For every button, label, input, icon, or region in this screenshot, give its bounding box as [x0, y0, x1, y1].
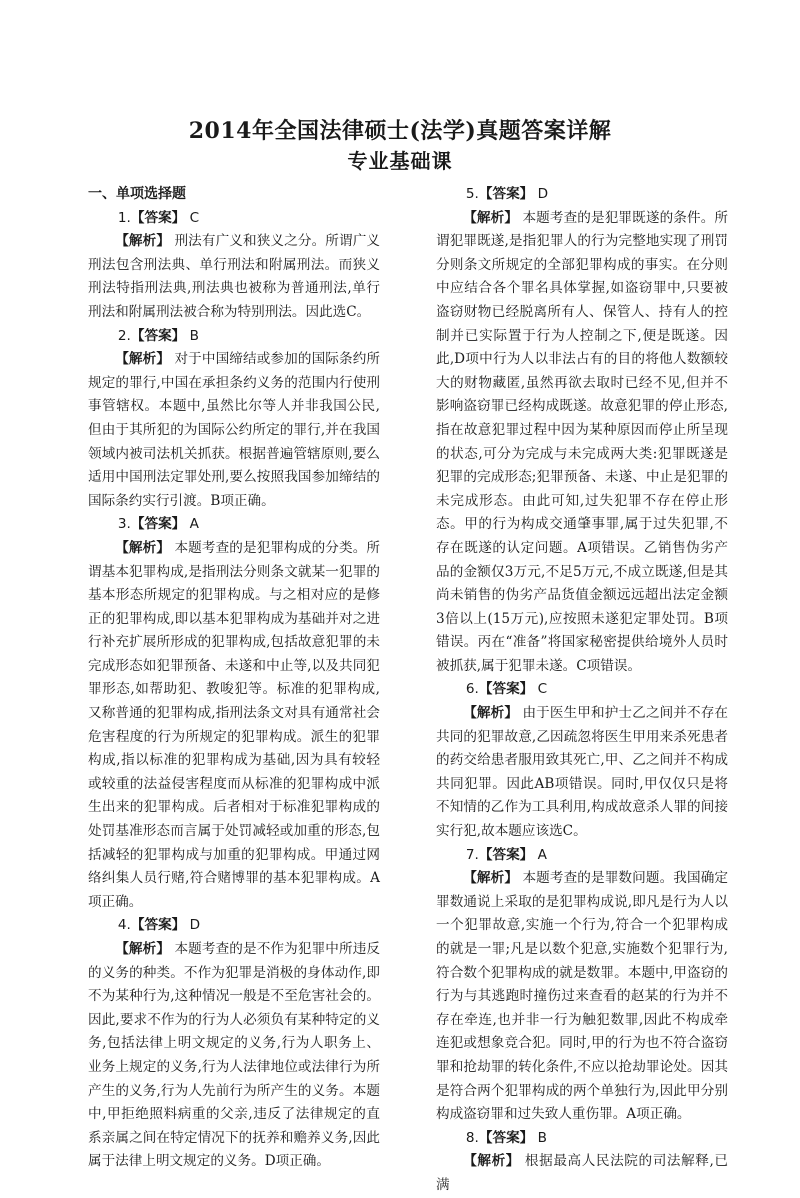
- answer-line-6: [436, 678, 728, 702]
- analysis-paragraph-6: [436, 702, 728, 844]
- answer-line-3: [88, 513, 380, 537]
- analysis-label: 【解析】: [115, 351, 171, 368]
- answer-value: D: [537, 186, 549, 202]
- answer-label: 【答案】: [478, 186, 534, 202]
- analysis-label: 【解析】: [463, 1153, 520, 1170]
- analysis-label: 【解析】: [463, 209, 519, 226]
- analysis-label: 【解析】: [463, 870, 519, 887]
- answer-value: C: [537, 681, 548, 698]
- analysis-text: 对于中国缔结或参加的国际条约所规定的罪行,中国在承担条约义务的范围内行使刑事管辖权。本题中,虽然比尔等人并非我国公民,但由于其所犯的为国际公约所定的罪行,并在我国领域内被司法机关抓获。根据普遍管辖原则,要么适用中国刑法定罪处刑,要么按照我国参加缔结的国际条约实行引渡。B项正确。: [88, 351, 380, 509]
- answer-line-4: [88, 914, 380, 938]
- question-number: 2.: [117, 327, 131, 344]
- answer-label: 【答案】: [130, 209, 186, 226]
- answer-value: C: [189, 209, 200, 226]
- question-number: 7.: [465, 846, 479, 863]
- answer-value: A: [189, 516, 199, 533]
- analysis-label: 【解析】: [463, 705, 519, 722]
- answer-line-5: [436, 183, 728, 207]
- answer-label: 【答案】: [478, 846, 534, 863]
- answer-line-2: [88, 325, 380, 349]
- answer-line-8: [436, 1127, 728, 1151]
- analysis-paragraph-3: [88, 537, 380, 915]
- analysis-text: 根据最高人民法院的司法解释,已满: [436, 1153, 729, 1193]
- question-number: 5.: [465, 186, 479, 202]
- answer-value: A: [537, 846, 547, 863]
- analysis-text: 刑法有广义和狭义之分。所谓广义刑法包含刑法典、单行刑法和附属刑法。而狭义刑法特指刑法典,刑法典也被称为普通刑法,单行刑法和附属刑法被合称为特别刑法。因此选C。: [88, 233, 380, 320]
- analysis-label: 【解析】: [115, 539, 171, 556]
- analysis-label: 【解析】: [115, 941, 171, 957]
- answer-label: 【答案】: [478, 1129, 534, 1146]
- analysis-paragraph-4: [88, 938, 380, 1174]
- analysis-paragraph-8: [436, 1150, 728, 1197]
- analysis-paragraph-2: [88, 348, 380, 513]
- page-subtitle: 专业基础课: [347, 149, 453, 173]
- analysis-text: 本题考查的是犯罪构成的分类。所谓基本犯罪构成,是指刑法分则条文就某一犯罪的基本形态所规定的犯罪构成。与之相对应的是修正的犯罪构成,即以基本犯罪构成为基础并对之进行补充扩展所形成的犯罪构成,包括故意犯罪的未完成形态如犯罪预备、未遂和中止等,以及共同犯罪形态,如帮助犯、教唆犯等。标准的犯罪构成,又称普通的犯罪构成,指刑法条文对具有通常社会危害程度的行为所规定的犯罪构成。派生的犯罪构成,指以标准的犯罪构成为基础,因为具有较轻或较重的法益侵害程度而从标准的犯罪构成中派生出来的犯罪构成。后者相对于标准犯罪构成的处罚基准形态而言属于处罚减轻或加重的形态,包括减轻的犯罪构成与加重的犯罪构成。甲通过网络纠集人员行赌,符合赌博罪的基本犯罪构成。A项正确。: [88, 539, 380, 910]
- analysis-label: 【解析】: [115, 233, 171, 250]
- answer-value: D: [189, 917, 201, 934]
- right-column: [436, 183, 728, 1198]
- analysis-text: 由于医生甲和护士乙之间并不存在共同的犯罪故意,乙因疏忽将医生甲用来杀死患者的药交给患者服用致其死亡,甲、乙之间并不构成共同犯罪。因此AB项错误。同时,甲仅仅只是将不知情的乙作为工具利用,构成故意杀人罪的间接实行犯,故本题应该选C。: [436, 705, 728, 840]
- page-title: 2014年全国法律硕士(法学)真题答案详解: [188, 118, 612, 144]
- analysis-text: 本题考查的是罪数问题。我国确定罪数通说上采取的是犯罪构成说,即凡是行为人以一个犯罪故意,实施一个行为,符合一个犯罪构成的就是一罪;凡是以数个犯意,实施数个犯罪行为,符合数个犯罪构成的就是数罪。本题中,甲盗窃的行为与其逃跑时撞伤过来查看的赵某的行为并不存在牵连,也并非一行为触犯数罪,因此不构成牵连犯或想象竞合犯。同时,甲的行为也不符合盗窃罪和抢劫罪的转化条件,不应以抢劫罪论处。因其是符合两个犯罪构成的两个单独行为,因此甲分别构成盗窃罪和过失致人重伤罪。A项正确。: [436, 870, 728, 1123]
- answer-label: 【答案】: [130, 917, 186, 934]
- analysis-paragraph-5: [436, 207, 728, 679]
- left-column: [88, 183, 380, 1174]
- answer-label: 【答案】: [478, 681, 534, 698]
- question-number: 1.: [117, 209, 131, 226]
- answer-line-7: [436, 844, 728, 868]
- analysis-text: 本题考查的是不作为犯罪中所违反的义务的种类。不作为犯罪是消极的身体动作,即不为某种行为,这种情况一般是不至危害社会的。因此,要求不作为的行为人必须负有某种特定的义务,包括法律上明文规定的义务,行为人职务上、业务上规定的义务,行为人法律地位或法律行为所产生的义务,行为人先前行为所产生的义务。本题中,甲拒绝照料病重的父亲,违反了法律规定的直系亲属之间在特定情况下的抚养和赡养义务,因此属于法律上明文规定的义务。D项正确。: [88, 941, 380, 1170]
- analysis-paragraph-7: [436, 867, 728, 1127]
- answer-value: B: [189, 327, 199, 344]
- answer-label: 【答案】: [130, 516, 186, 533]
- answer-label: 【答案】: [130, 327, 186, 344]
- question-number: 6.: [465, 681, 479, 698]
- question-number: 3.: [117, 516, 131, 533]
- section-heading: 一、单项选择题: [88, 186, 186, 202]
- question-number: 8.: [465, 1129, 479, 1146]
- analysis-paragraph-1: [88, 230, 380, 324]
- answer-line-1: [88, 207, 380, 231]
- analysis-text: 本题考查的是犯罪既遂的条件。所谓犯罪既遂,是指犯罪人的行为完整地实现了刑罚分则条文所规定的全部犯罪构成的事实。在分则中应结合各个罪名具体掌握,如盗窃罪中,只要被盗窃财物已经脱离所有人、保管人、持有人的控制并已实际置于行为人控制之下,便是既遂。因此,D项中行为人以非法占有的目的将他人数额较大的财物藏匿,虽然再欲去取时已经不见,但并不影响盗窃罪已经构成既遂。故意犯罪的停止形态,指在故意犯罪过程中因为某种原因而停止所呈现的状态,可分为完成与未完成两大类:犯罪既遂是犯罪的完成形态;犯罪预备、未遂、中止是犯罪的未完成形态。由此可知,过失犯罪不存在停止形态。甲的行为构成交通肇事罪,属于过失犯罪,不存在既遂的认定问题。A项错误。乙销售伪劣产品的金额仅3万元,不足5万元,不成立既遂,但是其尚未销售的伪劣产品货值金额远远超出法定金额3倍以上(15万元),应按照未遂犯定罪处罚。B项错误。丙在“准备”将国家秘密提供给境外人员时被抓获,属于犯罪未遂。C项错误。: [436, 209, 728, 674]
- answer-value: B: [537, 1129, 547, 1146]
- question-number: 4.: [117, 917, 131, 934]
